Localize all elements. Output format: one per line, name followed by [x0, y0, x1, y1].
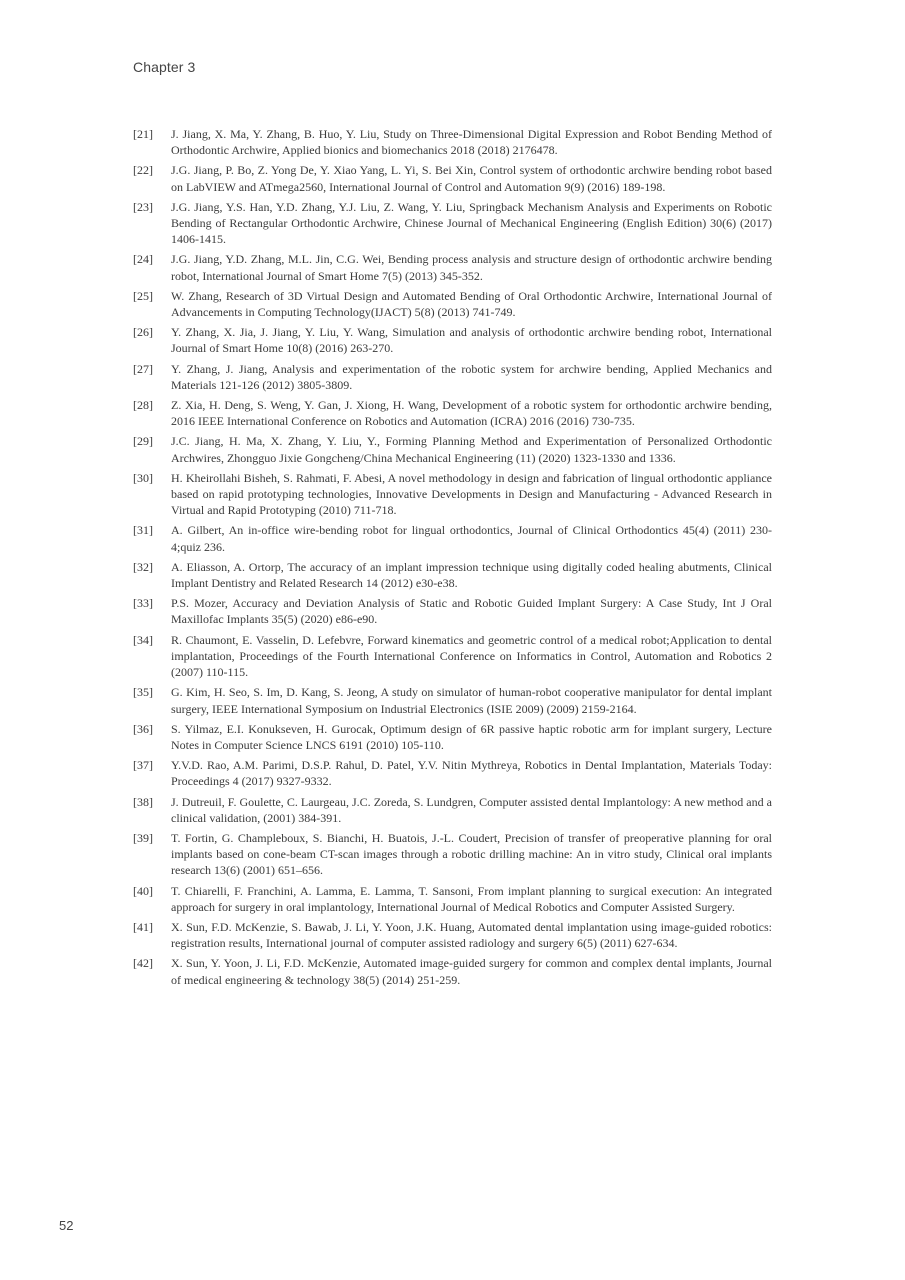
reference-number: [24]: [133, 252, 153, 267]
reference-item: [133, 361, 772, 393]
reference-item: [133, 288, 772, 320]
reference-number: [28]: [133, 398, 153, 413]
reference-number: [33]: [133, 596, 153, 611]
reference-list: [133, 126, 772, 992]
reference-number: [36]: [133, 721, 153, 736]
reference-text: J.G. Jiang, Y.D. Zhang, M.L. Jin, C.G. Wei, Bending process analysis and structure design of orthodontic archwire bending robot, International Journal of Smart Home 7(5) (2013) 345-352.: [171, 252, 772, 283]
reference-item: [133, 522, 772, 554]
reference-item: [133, 162, 772, 194]
reference-item: [133, 883, 772, 915]
reference-item: [133, 632, 772, 681]
reference-text: T. Fortin, G. Champleboux, S. Bianchi, H. Buatois, J.-L. Coudert, Precision of transfer of preoperative planning for oral implants based on cone-beam CT-scan images through a robotic drilling machine: An in vitro study, Clinical oral implants research 13(6) (2001) 651–656.: [171, 830, 772, 878]
reference-item: [133, 721, 772, 753]
reference-item: [133, 684, 772, 716]
reference-text: G. Kim, H. Seo, S. Im, D. Kang, S. Jeong, A study on simulator of human-robot cooperative manipulator for dental implant surgery, IEEE International Symposium on Industrial Electronics (ISIE 2009) (2009) 2159-2164.: [171, 685, 772, 716]
reference-text: X. Sun, F.D. McKenzie, S. Bawab, J. Li, Y. Yoon, J.K. Huang, Automated dental implantation using image-guided robotics: registration results, International journal of computer assisted radiology and surgery 6(5) (2011) 627-634.: [171, 919, 772, 951]
reference-text: S. Yilmaz, E.I. Konukseven, H. Gurocak, Optimum design of 6R passive haptic robotic arm for implant surgery, Lecture Notes in Computer Science LNCS 6191 (2010) 105-110.: [171, 721, 772, 752]
reference-number: [32]: [133, 559, 153, 574]
reference-text: R. Chaumont, E. Vasselin, D. Lefebvre, Forward kinematics and geometric control of a medical robot;Application to dental implantation, Proceedings of the Fourth International Conference on Informatics in Control, Automation and Robotics 2 (2007) 110-115.: [171, 632, 772, 680]
reference-text: Y.V.D. Rao, A.M. Parimi, D.S.P. Rahul, D. Patel, Y.V. Nitin Mythreya, Robotics in Dental Implantation, Materials Today: Proceedings 4 (2017) 9327-9332.: [171, 758, 772, 789]
reference-text: J.G. Jiang, P. Bo, Z. Yong De, Y. Xiao Yang, L. Yi, S. Bei Xin, Control system of orthodontic archwire bending robot based on LabVIEW and ATmega2560, International Journal of Control and Automation 9(9) (2016) 189-198.: [171, 163, 772, 194]
reference-text: J. Jiang, X. Ma, Y. Zhang, B. Huo, Y. Liu, Study on Three-Dimensional Digital Expression and Robot Bending Method of Orthodontic Archwire, Applied bionics and biomechanics 2018 (2018) 2176478.: [171, 127, 772, 158]
reference-item: [133, 757, 772, 789]
reference-text: J.C. Jiang, H. Ma, X. Zhang, Y. Liu, Y., Forming Planning Method and Experimentation of Personalized Orthodontic Archwires, Zhongguo Jixie Gongcheng/China Mechanical Engineering (11) (2020) 1323-1330 and 1336.: [171, 434, 772, 465]
reference-number: [21]: [133, 127, 153, 141]
reference-item: [133, 251, 772, 283]
reference-text: X. Sun, Y. Yoon, J. Li, F.D. McKenzie, Automated image-guided surgery for common and complex dental implants, Journal of medical engineering & technology 38(5) (2014) 251-259.: [171, 956, 772, 987]
reference-number: [31]: [133, 523, 153, 538]
reference-text: A. Gilbert, An in-office wire-bending robot for lingual orthodontics, Journal of Clinical Orthodontics 45(4) (2011) 230-4;quiz 236.: [171, 523, 772, 554]
reference-number: [22]: [133, 163, 153, 178]
reference-text: A. Eliasson, A. Ortorp, The accuracy of an implant impression technique using digitally coded healing abutments, Clinical Implant Dentistry and Related Research 14 (2012) e30-e38.: [171, 559, 772, 591]
reference-number: [35]: [133, 685, 153, 700]
reference-item: [133, 470, 772, 519]
reference-text: P.S. Mozer, Accuracy and Deviation Analysis of Static and Robotic Guided Implant Surgery: A Case Study, Int J Oral Maxillofac Implants 35(5) (2020) e86-e90.: [171, 596, 772, 627]
reference-number: [34]: [133, 632, 153, 647]
reference-number: [29]: [133, 434, 153, 449]
reference-item: [133, 397, 772, 429]
reference-number: [42]: [133, 956, 153, 971]
reference-number: [37]: [133, 758, 153, 773]
reference-item: [133, 955, 772, 987]
reference-item: [133, 559, 772, 591]
reference-item: [133, 595, 772, 627]
reference-item: [133, 433, 772, 465]
reference-item: [133, 830, 772, 879]
reference-text: Y. Zhang, X. Jia, J. Jiang, Y. Liu, Y. Wang, Simulation and analysis of orthodontic archwire bending robot, International Journal of Smart Home 10(8) (2016) 263-270.: [171, 325, 772, 356]
reference-item: [133, 919, 772, 951]
reference-number: [38]: [133, 794, 153, 809]
reference-number: [23]: [133, 199, 153, 214]
reference-text: J.G. Jiang, Y.S. Han, Y.D. Zhang, Y.J. Liu, Z. Wang, Y. Liu, Springback Mechanism Analysis and Experiments on Robotic Bending of Rectangular Orthodontic Archwire, Chinese Journal of Mechanical Engineering (English Edition) 30(6) (2017) 1406-1415.: [171, 199, 772, 247]
reference-number: [26]: [133, 325, 153, 340]
reference-item: [133, 199, 772, 248]
running-head-chapter: Chapter 3: [133, 59, 196, 75]
reference-number: [25]: [133, 288, 153, 303]
reference-text: W. Zhang, Research of 3D Virtual Design and Automated Bending of Oral Orthodontic Archwire, International Journal of Advancements in Computing Technology(IJACT) 5(8) (2013) 741-749.: [171, 288, 772, 320]
reference-item: [133, 324, 772, 356]
reference-number: [41]: [133, 919, 153, 934]
reference-text: H. Kheirollahi Bisheh, S. Rahmati, F. Abesi, A novel methodology in design and fabrication of lingual orthodontic appliance based on rapid prototyping technologies, Innovative Developments in Design and Manufacturing - Advanced Research in Virtual and Rapid Prototyping (2010) 711-718.: [171, 470, 772, 518]
reference-text: T. Chiarelli, F. Franchini, A. Lamma, E. Lamma, T. Sansoni, From implant planning to surgical execution: An integrated approach for surgery in oral implantology, International Journal of Medical Robotics and Computer Assisted Surgery.: [171, 883, 772, 914]
reference-text: Y. Zhang, J. Jiang, Analysis and experimentation of the robotic system for archwire bending, Applied Mechanics and Materials 121-126 (2012) 3805-3809.: [171, 361, 772, 392]
page-number: 52: [59, 1218, 74, 1233]
reference-text: Z. Xia, H. Deng, S. Weng, Y. Gan, J. Xiong, H. Wang, Development of a robotic system for orthodontic archwire bending, 2016 IEEE International Conference on Robotics and Automation (ICRA) 2016 (2016) 730-735.: [171, 398, 772, 429]
reference-number: [30]: [133, 470, 153, 485]
reference-text: J. Dutreuil, F. Goulette, C. Laurgeau, J.C. Zoreda, S. Lundgren, Computer assisted dental Implantology: A new method and a clinical validation, (2001) 384-391.: [171, 794, 772, 825]
reference-number: [40]: [133, 883, 153, 898]
reference-number: [27]: [133, 361, 153, 376]
reference-item: [133, 126, 772, 158]
reference-item: [133, 794, 772, 826]
reference-number: [39]: [133, 830, 153, 845]
